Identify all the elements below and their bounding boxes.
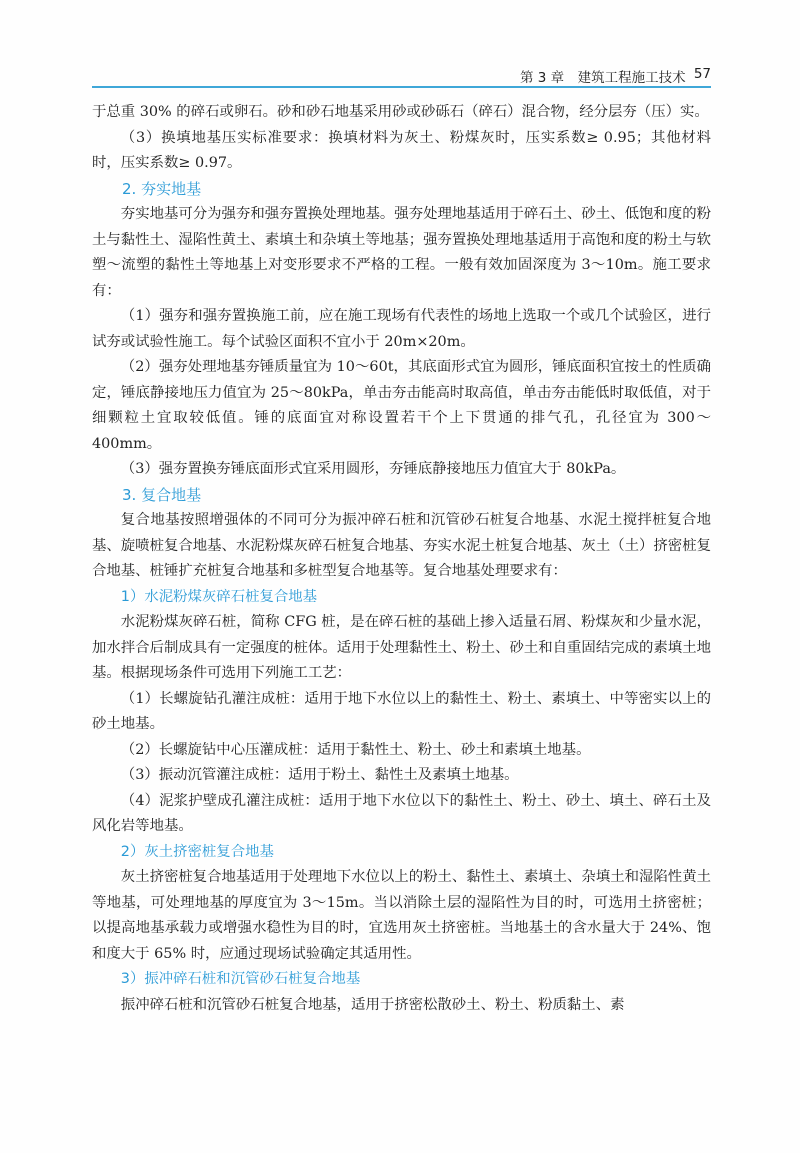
section-heading-compaction: 2. 夯实地基 bbox=[122, 179, 202, 198]
paragraph: （1）长螺旋钻孔灌注成桩：适用于地下水位以上的黏性土、粉土、素填土、中等密实以上的砂土地基。 bbox=[92, 690, 711, 732]
subsection-heading-cfg: 1）水泥粉煤灰碎石桩复合地基 bbox=[120, 588, 318, 605]
paragraph: 于总重 30% 的碎石或卵石。砂和砂石地基采用砂或砂砾石（碎石）混合物，经分层夯（压）实。 bbox=[92, 104, 709, 120]
paragraph: （2）长螺旋钻中心压灌成桩：适用于黏性土、粉土、砂土和素填土地基。 bbox=[120, 741, 591, 758]
paragraph: （3）换填地基压实标准要求：换填材料为灰土、粉煤灰时，压实系数≥ 0.95；其他材料时，压实系数≥ 0.97。 bbox=[92, 129, 711, 171]
paragraph: （2）强夯处理地基夯锤质量宜为 10～60t，其底面形式宜为圆形，锤底面积宜按土的性质确定，锤底静接地压力值宜为 25～80kPa，单击夯击能高时取高值，单击夯击能低时取低值，对于细颗粒土宜取较低值。锤的底面宜对称设置若干个上下贯通的排气孔，孔径宜为 300～400mm。 bbox=[92, 359, 711, 452]
paragraph: 夯实地基可分为强夯和强夯置换处理地基。强夯处理地基适用于碎石土、砂土、低饱和度的粉土与黏性土、湿陷性黄土、素填土和杂填土等地基；强夯置换处理地基适用于高饱和度的粉土与软塑～流塑的黏性土等地基上对变形要求不严格的工程。一般有效加固深度为 3～10m。施工要求有： bbox=[92, 206, 711, 299]
paragraph: 振冲碎石桩和沉管砂石桩复合地基，适用于挤密松散砂土、粉土、粉质黏土、素 bbox=[120, 996, 625, 1013]
paragraph: 复合地基按照增强体的不同可分为振冲碎石桩和沉管砂石桩复合地基、水泥土搅拌桩复合地基、旋喷桩复合地基、水泥粉煤灰碎石桩复合地基、夯实水泥土桩复合地基、灰土（土）挤密桩复合地基、桩锤扩充桩复合地基和多桩型复合地基等。复合地基处理要求有： bbox=[92, 512, 711, 579]
paragraph: 水泥粉煤灰碎石桩，简称 CFG 桩，是在碎石桩的基础上掺入适量石屑、粉煤灰和少量水泥，加水拌合后制成具有一定强度的桩体。适用于处理黏性土、粉土、砂土和自重固结完成的素填土地基。根据现场条件可选用下列施工工艺： bbox=[92, 614, 711, 681]
subsection-heading-vibro: 3）振冲碎石桩和沉管砂石桩复合地基 bbox=[120, 971, 361, 987]
subsection-heading-lime-soil: 2）灰土挤密桩复合地基 bbox=[120, 843, 274, 860]
paragraph: 灰土挤密桩复合地基适用于处理地下水位以上的粉土、黏性土、素填土、杂填土和湿陷性黄土等地基，可处理地基的厚度宜为 3～15m。当以消除土层的湿陷性为目的时，可选用土挤密桩；以提高地基承载力或增强水稳性为目的时，宜选用灰土挤密桩。当地基土的含水量大于 24%、饱和度大于 65% 时，应通过现场试验确定其适用性。 bbox=[92, 869, 711, 962]
paragraph: （3）强夯置换夯锤底面形式宜采用圆形，夯锤底静接地压力值宜大于 80kPa。 bbox=[120, 461, 626, 477]
paragraph: （1）强夯和强夯置换施工前，应在施工现场有代表性的场地上选取一个或几个试验区，进行试夯或试验性施工。每个试验区面积不宜小于 20m×20m。 bbox=[92, 308, 711, 350]
paragraph: （3）振动沉管灌注成桩：适用于粉土、黏性土及素填土地基。 bbox=[120, 767, 519, 783]
page-header bbox=[92, 62, 711, 88]
page-number: 57 bbox=[693, 66, 711, 82]
paragraph: （4）泥浆护壁成孔灌注成桩：适用于地下水位以下的黏性土、粉土、砂土、填土、碎石土及风化岩等地基。 bbox=[92, 792, 711, 834]
header-rule bbox=[92, 86, 711, 88]
page-body bbox=[92, 100, 711, 1018]
chapter-title: 第 3 章 建筑工程施工技术 bbox=[520, 70, 686, 86]
section-heading-composite: 3. 复合地基 bbox=[122, 485, 202, 504]
